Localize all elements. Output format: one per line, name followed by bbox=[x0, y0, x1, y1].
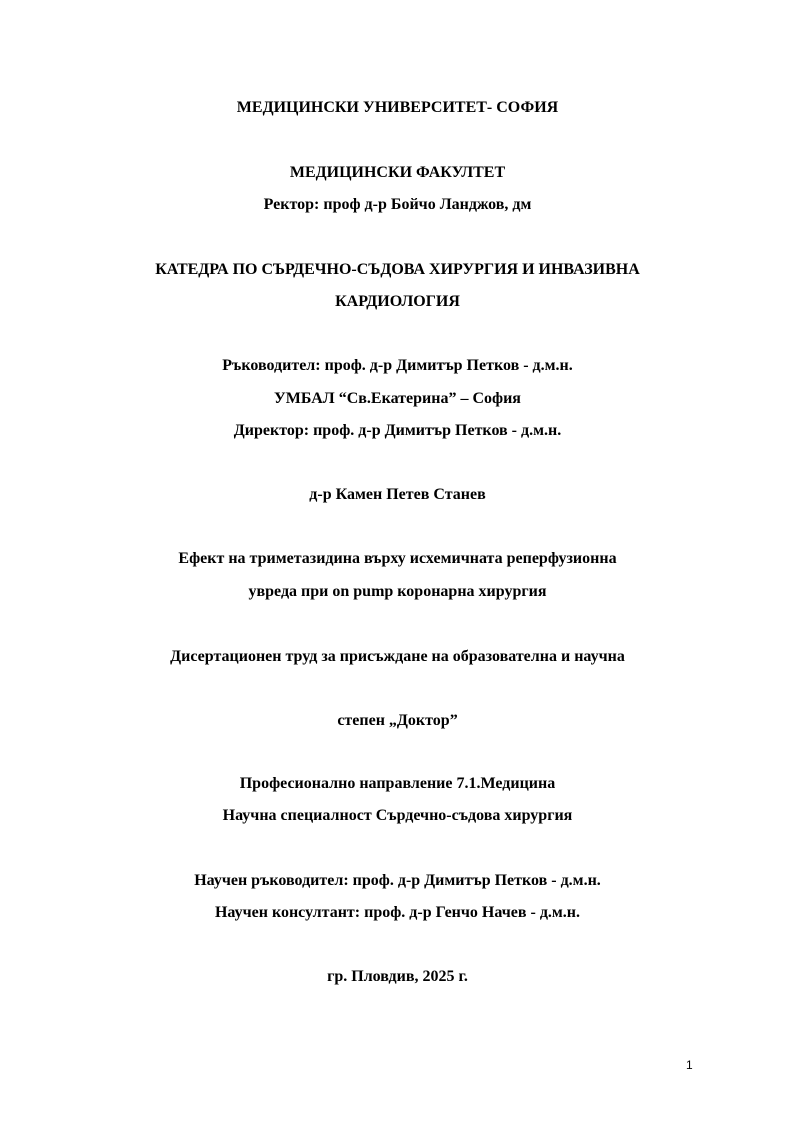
page-number: 1 bbox=[686, 1058, 693, 1072]
thesis-description-line-2: степен „Доктор” bbox=[337, 712, 458, 729]
faculty-name: МЕДИЦИНСКИ ФАКУЛТЕТ bbox=[289, 164, 506, 181]
head-line: Ръководител: проф. д-р Димитър Петков - д.м.н. bbox=[222, 357, 573, 374]
thesis-title-line-1: Ефект на триметазидина върху исхемичната реперфузионна bbox=[178, 550, 617, 567]
thesis-title-line-2: увреда при on pump коронарна хирургия bbox=[248, 583, 547, 600]
scientific-supervisor: Научен ръководител: проф. д-р Димитър Петков - д.м.н. bbox=[194, 872, 601, 889]
thesis-description-line-1: Дисертационен труд за присъждане на образователна и научна bbox=[170, 648, 625, 665]
university-name: МЕДИЦИНСКИ УНИВЕРСИТЕТ- СОФИЯ bbox=[236, 99, 559, 116]
department-line-2: КАРДИОЛОГИЯ bbox=[335, 293, 460, 310]
professional-field: Професионално направление 7.1.Медицина bbox=[239, 775, 556, 792]
hospital-line: УМБАЛ “Св.Екатерина” – София bbox=[274, 390, 521, 407]
scientific-consultant: Научен консултант: проф. д-р Генчо Начев - д.м.н. bbox=[214, 904, 581, 921]
scientific-specialty: Научна специалност Сърдечно-съдова хирургия bbox=[222, 807, 573, 824]
director-line: Директор: проф. д-р Димитър Петков - д.м.н. bbox=[233, 422, 562, 439]
place-and-year: гр. Пловдив, 2025 г. bbox=[327, 968, 468, 985]
department-line-1: КАТЕДРА ПО СЪРДЕЧНО-СЪДОВА ХИРУРГИЯ И ИНВАЗИВНА bbox=[155, 261, 640, 278]
rector-line: Ректор: проф д-р Бойчо Ланджов, дм bbox=[263, 196, 532, 213]
author-name: д-р Камен Петев Станев bbox=[309, 486, 486, 503]
